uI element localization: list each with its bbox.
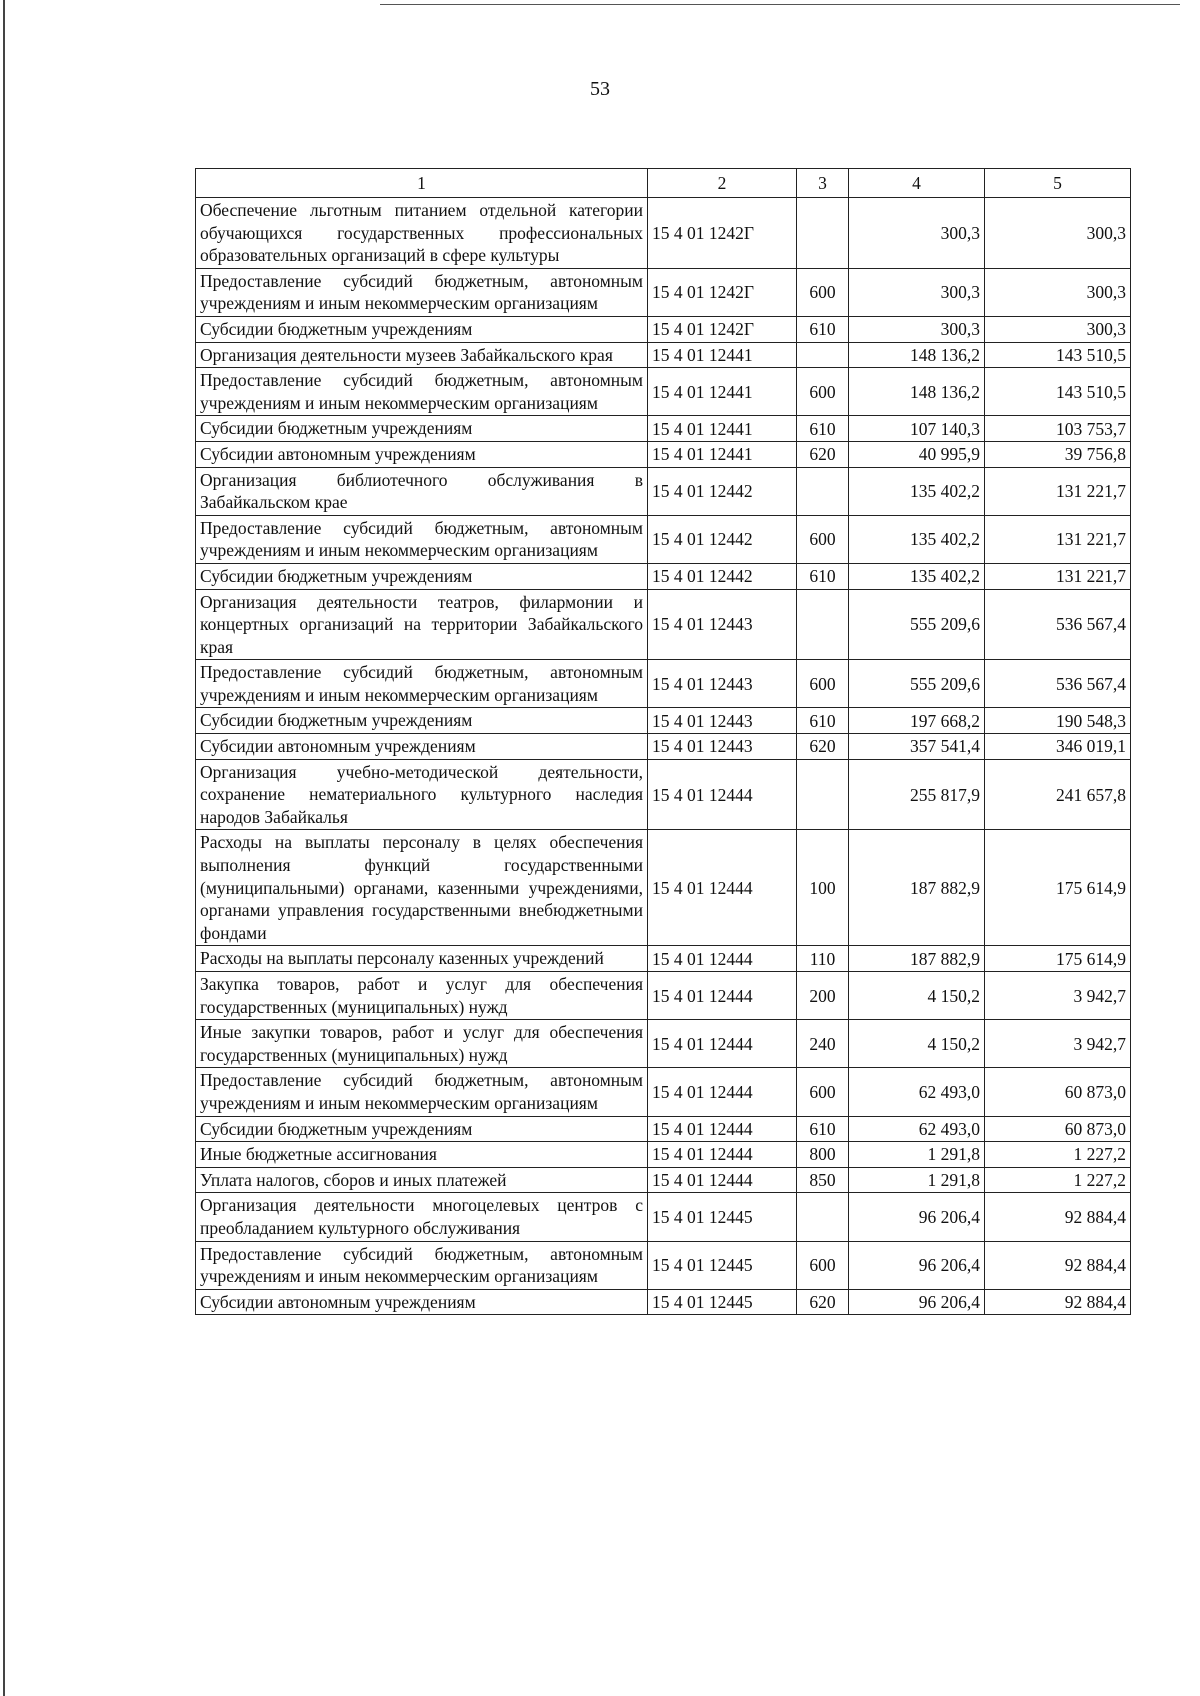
expense-type-code: 850 [797, 1167, 849, 1193]
amount-column-5: 143 510,5 [985, 342, 1131, 368]
amount-column-5: 175 614,9 [985, 946, 1131, 972]
page-number: 53 [590, 78, 610, 100]
amount-column-5: 131 221,7 [985, 467, 1131, 515]
amount-column-4: 555 209,6 [849, 660, 985, 708]
expense-type-code [797, 342, 849, 368]
table-row [196, 1142, 1131, 1168]
row-description: Организация учебно-методической деятельности, сохранение нематериального культурного наследия народов Забайкалья [196, 759, 648, 830]
amount-column-5: 346 019,1 [985, 734, 1131, 760]
amount-column-5: 39 756,8 [985, 441, 1131, 467]
row-description: Предоставление субсидий бюджетным, автономным учреждениям и иным некоммерческим организациям [196, 1068, 648, 1116]
table-row [196, 563, 1131, 589]
expense-type-code [797, 467, 849, 515]
table-header-row [196, 169, 1131, 198]
row-description: Субсидии автономным учреждениям [196, 441, 648, 467]
row-description: Уплата налогов, сборов и иных платежей [196, 1167, 648, 1193]
amount-column-5: 536 567,4 [985, 660, 1131, 708]
expense-type-code: 240 [797, 1020, 849, 1068]
target-article-code: 15 4 01 12441 [648, 342, 797, 368]
amount-column-4: 148 136,2 [849, 368, 985, 416]
amount-column-4: 187 882,9 [849, 830, 985, 946]
table-row [196, 708, 1131, 734]
table-row [196, 316, 1131, 342]
row-description: Обеспечение льготным питанием отдельной категории обучающихся государственных профессиональных образовательных организаций в сфере культуры [196, 198, 648, 269]
target-article-code: 15 4 01 12441 [648, 416, 797, 442]
table-row [196, 368, 1131, 416]
amount-column-4: 148 136,2 [849, 342, 985, 368]
target-article-code: 15 4 01 12445 [648, 1289, 797, 1315]
amount-column-5: 143 510,5 [985, 368, 1131, 416]
table-row [196, 759, 1131, 830]
table-row [196, 198, 1131, 269]
target-article-code: 15 4 01 12444 [648, 1068, 797, 1116]
target-article-code: 15 4 01 12444 [648, 1020, 797, 1068]
row-description: Организация деятельности театров, филармонии и концертных организаций на территории Забайкальского края [196, 589, 648, 660]
expense-type-code: 610 [797, 563, 849, 589]
amount-column-5: 92 884,4 [985, 1289, 1131, 1315]
target-article-code: 15 4 01 1242Г [648, 316, 797, 342]
expense-type-code [797, 198, 849, 269]
target-article-code: 15 4 01 12442 [648, 563, 797, 589]
expense-type-code: 600 [797, 368, 849, 416]
amount-column-5: 300,3 [985, 316, 1131, 342]
expense-type-code [797, 1193, 849, 1241]
column-header: 3 [797, 169, 849, 198]
target-article-code: 15 4 01 12444 [648, 1142, 797, 1168]
amount-column-5: 1 227,2 [985, 1167, 1131, 1193]
table-row [196, 467, 1131, 515]
amount-column-4: 96 206,4 [849, 1289, 985, 1315]
amount-column-4: 300,3 [849, 268, 985, 316]
amount-column-5: 190 548,3 [985, 708, 1131, 734]
table-row [196, 589, 1131, 660]
amount-column-4: 135 402,2 [849, 467, 985, 515]
target-article-code: 15 4 01 12443 [648, 589, 797, 660]
target-article-code: 15 4 01 1242Г [648, 198, 797, 269]
row-description: Субсидии бюджетным учреждениям [196, 416, 648, 442]
expense-type-code: 610 [797, 1116, 849, 1142]
amount-column-4: 62 493,0 [849, 1116, 985, 1142]
amount-column-5: 60 873,0 [985, 1116, 1131, 1142]
column-header: 4 [849, 169, 985, 198]
amount-column-4: 4 150,2 [849, 1020, 985, 1068]
amount-column-5: 3 942,7 [985, 1020, 1131, 1068]
row-description: Иные закупки товаров, работ и услуг для обеспечения государственных (муниципальных) нужд [196, 1020, 648, 1068]
amount-column-4: 4 150,2 [849, 972, 985, 1020]
table-row [196, 1068, 1131, 1116]
column-header: 5 [985, 169, 1131, 198]
target-article-code: 15 4 01 12444 [648, 1167, 797, 1193]
target-article-code: 15 4 01 12443 [648, 734, 797, 760]
amount-column-5: 300,3 [985, 198, 1131, 269]
budget-table [195, 168, 1131, 1315]
expense-type-code: 200 [797, 972, 849, 1020]
row-description: Предоставление субсидий бюджетным, автономным учреждениям и иным некоммерческим организациям [196, 368, 648, 416]
budget-table-body [196, 169, 1131, 1315]
table-row [196, 1193, 1131, 1241]
amount-column-5: 3 942,7 [985, 972, 1131, 1020]
expense-type-code: 620 [797, 441, 849, 467]
expense-type-code: 600 [797, 268, 849, 316]
amount-column-5: 92 884,4 [985, 1241, 1131, 1289]
amount-column-4: 96 206,4 [849, 1241, 985, 1289]
target-article-code: 15 4 01 12442 [648, 467, 797, 515]
amount-column-4: 62 493,0 [849, 1068, 985, 1116]
table-row [196, 660, 1131, 708]
row-description: Субсидии бюджетным учреждениям [196, 316, 648, 342]
target-article-code: 15 4 01 12444 [648, 830, 797, 946]
amount-column-4: 300,3 [849, 316, 985, 342]
row-description: Предоставление субсидий бюджетным, автономным учреждениям и иным некоммерческим организациям [196, 660, 648, 708]
target-article-code: 15 4 01 1242Г [648, 268, 797, 316]
expense-type-code: 600 [797, 1068, 849, 1116]
amount-column-5: 131 221,7 [985, 563, 1131, 589]
row-description: Субсидии бюджетным учреждениям [196, 708, 648, 734]
table-row [196, 1289, 1131, 1315]
expense-type-code [797, 589, 849, 660]
table-row [196, 342, 1131, 368]
table-row [196, 416, 1131, 442]
expense-type-code: 600 [797, 1241, 849, 1289]
row-description: Расходы на выплаты персоналу казенных учреждений [196, 946, 648, 972]
expense-type-code: 620 [797, 1289, 849, 1315]
target-article-code: 15 4 01 12442 [648, 515, 797, 563]
expense-type-code: 110 [797, 946, 849, 972]
row-description: Закупка товаров, работ и услуг для обеспечения государственных (муниципальных) нужд [196, 972, 648, 1020]
table-row [196, 734, 1131, 760]
row-description: Предоставление субсидий бюджетным, автономным учреждениям и иным некоммерческим организациям [196, 515, 648, 563]
row-description: Предоставление субсидий бюджетным, автономным учреждениям и иным некоммерческим организациям [196, 268, 648, 316]
table-row [196, 830, 1131, 946]
expense-type-code: 610 [797, 416, 849, 442]
amount-column-4: 197 668,2 [849, 708, 985, 734]
target-article-code: 15 4 01 12443 [648, 660, 797, 708]
amount-column-5: 1 227,2 [985, 1142, 1131, 1168]
amount-column-4: 135 402,2 [849, 563, 985, 589]
column-header: 2 [648, 169, 797, 198]
amount-column-5: 60 873,0 [985, 1068, 1131, 1116]
row-description: Расходы на выплаты персоналу в целях обеспечения выполнения функций государственными (муниципальными) органами, казенными учреждениями, органами управления государственными внебюджетными фондами [196, 830, 648, 946]
target-article-code: 15 4 01 12444 [648, 972, 797, 1020]
scan-edge-left [3, 0, 5, 1696]
amount-column-4: 1 291,8 [849, 1167, 985, 1193]
amount-column-4: 555 209,6 [849, 589, 985, 660]
table-row [196, 1020, 1131, 1068]
row-description: Организация деятельности многоцелевых центров с преобладанием культурного обслуживания [196, 1193, 648, 1241]
expense-type-code: 600 [797, 515, 849, 563]
target-article-code: 15 4 01 12441 [648, 441, 797, 467]
expense-type-code [797, 759, 849, 830]
table-row [196, 268, 1131, 316]
target-article-code: 15 4 01 12441 [648, 368, 797, 416]
amount-column-4: 357 541,4 [849, 734, 985, 760]
expense-type-code: 100 [797, 830, 849, 946]
row-description: Предоставление субсидий бюджетным, автономным учреждениям и иным некоммерческим организациям [196, 1241, 648, 1289]
target-article-code: 15 4 01 12444 [648, 759, 797, 830]
target-article-code: 15 4 01 12444 [648, 1116, 797, 1142]
amount-column-4: 187 882,9 [849, 946, 985, 972]
scan-edge-top [380, 4, 1180, 5]
column-header: 1 [196, 169, 648, 198]
amount-column-4: 300,3 [849, 198, 985, 269]
table-row [196, 1167, 1131, 1193]
expense-type-code: 600 [797, 660, 849, 708]
table-row [196, 1241, 1131, 1289]
table-row [196, 946, 1131, 972]
amount-column-5: 103 753,7 [985, 416, 1131, 442]
amount-column-5: 131 221,7 [985, 515, 1131, 563]
expense-type-code: 620 [797, 734, 849, 760]
table-row [196, 1116, 1131, 1142]
target-article-code: 15 4 01 12445 [648, 1241, 797, 1289]
expense-type-code: 610 [797, 316, 849, 342]
row-description: Субсидии бюджетным учреждениям [196, 563, 648, 589]
amount-column-5: 175 614,9 [985, 830, 1131, 946]
row-description: Организация библиотечного обслуживания в Забайкальском крае [196, 467, 648, 515]
target-article-code: 15 4 01 12443 [648, 708, 797, 734]
target-article-code: 15 4 01 12444 [648, 946, 797, 972]
amount-column-5: 241 657,8 [985, 759, 1131, 830]
table-row [196, 972, 1131, 1020]
amount-column-5: 300,3 [985, 268, 1131, 316]
amount-column-4: 96 206,4 [849, 1193, 985, 1241]
row-description: Субсидии бюджетным учреждениям [196, 1116, 648, 1142]
amount-column-4: 1 291,8 [849, 1142, 985, 1168]
target-article-code: 15 4 01 12445 [648, 1193, 797, 1241]
row-description: Субсидии автономным учреждениям [196, 1289, 648, 1315]
expense-type-code: 610 [797, 708, 849, 734]
amount-column-4: 255 817,9 [849, 759, 985, 830]
row-description: Организация деятельности музеев Забайкальского края [196, 342, 648, 368]
amount-column-4: 40 995,9 [849, 441, 985, 467]
amount-column-4: 107 140,3 [849, 416, 985, 442]
expense-type-code: 800 [797, 1142, 849, 1168]
row-description: Иные бюджетные ассигнования [196, 1142, 648, 1168]
amount-column-5: 92 884,4 [985, 1193, 1131, 1241]
row-description: Субсидии автономным учреждениям [196, 734, 648, 760]
amount-column-4: 135 402,2 [849, 515, 985, 563]
table-row [196, 441, 1131, 467]
table-row [196, 515, 1131, 563]
amount-column-5: 536 567,4 [985, 589, 1131, 660]
